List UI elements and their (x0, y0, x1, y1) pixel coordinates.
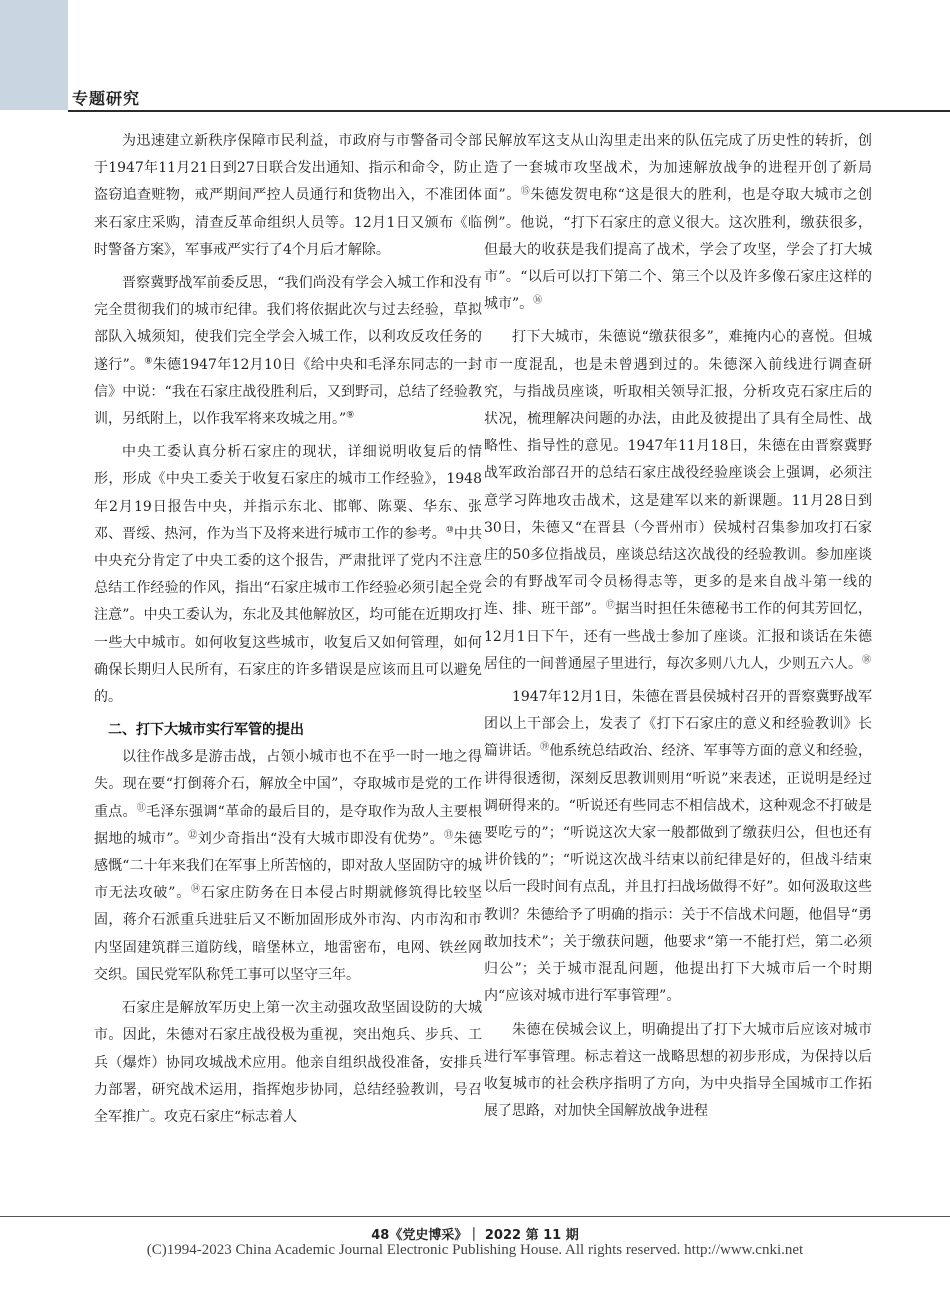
footnote-marker: ⑩ (445, 525, 454, 536)
paragraph: 朱德在侯城会议上，明确提出了打下大城市后应该对城市进行军事管理。标志着这一战略思想的初步形成，为保持以后收复城市的社会秩序指明了方向，为中央指导全国城市工作拓展了思路，对加快全国解放战争进程 (484, 1021, 872, 1120)
paragraph: 中央工委认真分析石家庄的现状，详细说明收复后的情形，形成《中央工委关于收复石家庄的城市工作经验》，1948年2月19日报告中央，并指示东北、邯郸、陈粟、华东、张邓、晋绥、热河，作为当下及将来进行城市工作的参考。⑩中共中央充分肯定了中央工委的这个报告，严肃批评了党内不注意总结工作经验的作风，指出“石家庄城市工作经验必须引起全党注意”。中央工委认为，东北及其他解放区，均可能在近期攻打一些大中城市。如何收复这些城市，收复后又如何管理，如何确保长期归人民所有，石家庄的许多错误是应该而且可以避免的。 (94, 444, 482, 706)
footnote-marker: ⑭ (191, 884, 201, 895)
paragraph: 打下大城市，朱德说“缴获很多”，难掩内心的喜悦。但城市一度混乱，也是未曾遇到过的。朱德深入前线进行调查研究，与指战员座谈，听取相关领导汇报，分析攻克石家庄后的状况，梳理解决问题的办法，由此及彼提出了具有全局性、战略性、指导性的意见。1947年11月18日，朱德在由晋察冀野战军政治部召开的总结石家庄战役经验座谈会上强调，必须注意学习阵地攻击战术，这是建军以来的新课题。11月28日到30日，朱德又“在晋县（今晋州市）侯城村召集参加攻打石家庄的50多位指战员，座谈总结这次战役的经验教训。参加座谈会的有野战军司令员杨得志等，更多的是来自战斗第一线的连、排、班干部”。⑰据当时担任朱德秘书工作的何其芳回忆，12月1日下午，还有一些战士参加了座谈。汇报和谈话在朱德居住的一间普通屋子里进行，每次多则八九人，少则五六人。⑱ (484, 329, 872, 672)
page-footer: 48《党史博采》｜ 2022 第 11 期 (371, 1228, 579, 1243)
paragraph: 民解放军这支从山沟里走出来的队伍完成了历史性的转折，创造了一套城市攻坚战术，为加速解放战争的进程开创了新局面”。⑮朱德发贺电称“这是很大的胜利，也是夺取大城市之创例”。他说，“打下石家庄的意义很大。这次胜利，缴获很多，但最大的收获是我们提高了战术，学会了攻坚，学会了打大城市”。“以后可以打下第二个、第三个以及许多像石家庄这样的城市”。⑯ (484, 133, 872, 313)
paragraph: 石家庄是解放军历史上第一次主动强攻敌坚固设防的大城市。因此，朱德对石家庄战役极为重视，突出炮兵、步兵、工兵（爆炸）协同攻城战术应用。他亲自组织战役准备，安排兵力部署，研究战术运用，指挥炮步协同，总结经验教训，号召全军推广。攻克石家庄“标志着人 (94, 1000, 482, 1125)
footnote-marker: ⑨ (346, 410, 355, 421)
paragraph: 1947年12月1日，朱德在晋县侯城村召开的晋察冀野战军团以上干部会上，发表了《打下石家庄的意义和经验教训》长篇讲话。⑲他系统总结政治、经济、军事等方面的意义和经验，讲得很透彻，深刻反思教训则用“听说”来表述，正说明是经过调研得来的。“听说还有些同志不相信战术，这种观念不打破是要吃亏的”；“听说这次大家一般都做到了缴获归公，但也还有讲价钱的”；“听说这次战斗结束以前纪律是好的，但战斗结束以后一段时间有点乱，并且打扫战场做得不好”。如何汲取这些教训？朱德给予了明确的指示：关于不信战术问题，他倡导“勇敢加技术”；关于缴获问题，他要求“第一不能打烂，第二必须归公”；关于城市混乱问题，他提出打下大城市后一个时期内“应该对城市进行军事管理”。 (484, 689, 872, 1005)
section-label: 专题研究 (72, 89, 141, 108)
footnote-marker: ⑮ (520, 186, 531, 197)
footnote-marker: ⑬ (444, 830, 454, 841)
footnote-marker: ⑪ (136, 803, 147, 814)
header-rule (68, 110, 950, 112)
footnote-marker: ⑲ (540, 742, 550, 753)
footer-rule (0, 1216, 950, 1217)
footnote-marker: ⑰ (605, 600, 616, 611)
footnote-marker: ⑱ (862, 655, 872, 666)
left-column (94, 128, 482, 1210)
section-heading: 二、打下大城市实行军管的提出 (108, 722, 304, 739)
footnote-marker: ⑯ (533, 295, 543, 306)
footnote-marker: ⑫ (188, 830, 198, 841)
corner-color-block (0, 0, 68, 110)
paragraph: 以往作战多是游击战，占领小城市也不在乎一时一地之得失。现在要“打倒蒋介石，解放全中国”，夺取城市是党的工作重点。⑪毛泽东强调“革命的最后目的，是夺取作为敌人主要根据地的城市”。⑫刘少奇指出“没有大城市即没有优势”。⑬朱德感慨“二十年来我们在军事上所苦恼的，即对敌人坚固防守的城市无法攻破”。⑭石家庄防务在日本侵占时期就修筑得比较坚固，蒋介石派重兵进驻后又不断加固形成外市沟、内市沟和市内坚固建筑群三道防线，暗堡林立，地雷密布，电网、铁丝网交织。国民党军队称凭工事可以坚守三年。 (94, 749, 482, 983)
footnote-marker: ⑧ (144, 355, 153, 366)
paragraph: 晋察冀野战军前委反思，“我们尚没有学会入城工作和没有完全贯彻我们的城市纪律。我们将依据此次与过去经验，草拟部队入城须知，使我们完全学会入城工作，以利攻反攻任务的遂行”。⑧朱德1947年12月10日《给中央和毛泽东同志的一封信》中说：“我在石家庄战役胜利后，又到野司，总结了经验教训，另纸附上，以作我军将来攻城之用。”⑨ (94, 275, 482, 428)
copyright-line: (C)1994-2023 China Academic Journal Electronic Publishing House. All rights reserved. http://www.cnki.net (146, 1242, 804, 1258)
right-column (484, 128, 872, 1210)
paragraph: 为迅速建立新秩序保障市民利益，市政府与市警备司令部于1947年11月21日到27日联合发出通知、指示和命令，防止盗窃追查赃物，戒严期间严控人员通行和货物出入，不准团体来石家庄采购，清查反革命组织人员等。12月1日又颁布《临时警备方案》，军事戒严实行了4个月后才解除。 (94, 133, 482, 258)
